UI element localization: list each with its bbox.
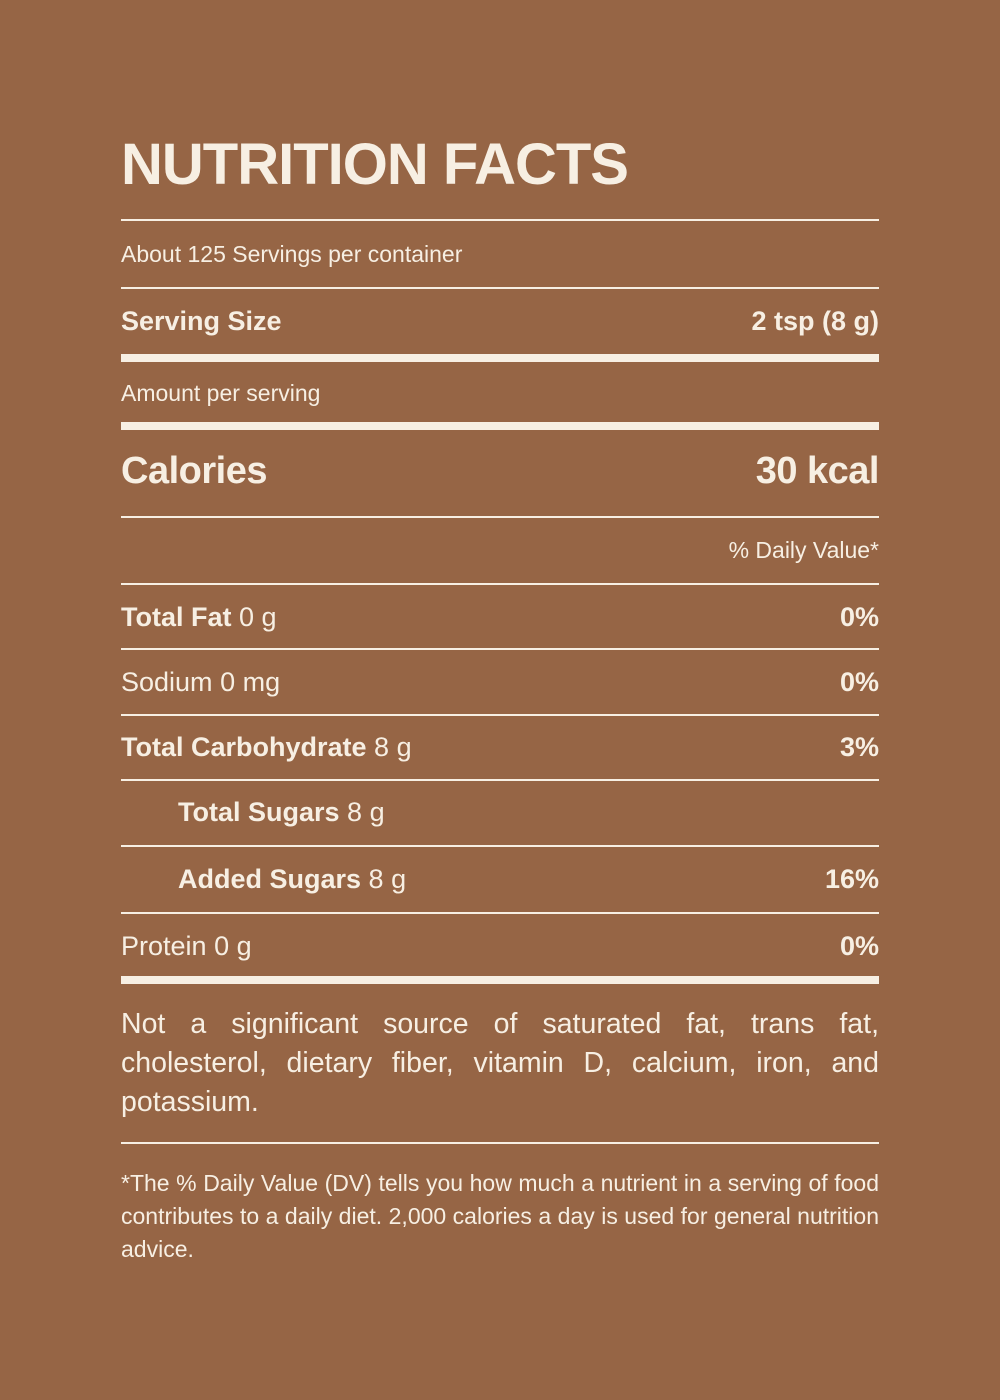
nutrient-row-sodium [121,662,879,702]
nutrient-row-total-carbohydrate [121,727,879,767]
calories-label: Calories [121,449,267,492]
daily-value-header-row [121,532,879,568]
divider [121,648,879,650]
nutrient-amount: 0 g [214,930,252,961]
thick-divider [121,422,879,430]
nutrient-row-added-sugars [121,859,879,899]
serving-size-row [121,300,879,342]
daily-value-footnote: *The % Daily Value (DV) tells you how much a nutrient in a serving of food contributes to a daily diet. 2,000 calories a day is used for general nutrition advice. [121,1170,879,1262]
amount-per-serving-row [121,375,879,411]
servings-per-container: About 125 Servings per container [121,240,463,267]
divider [121,219,879,221]
thick-divider [121,354,879,362]
divider [121,583,879,585]
divider [121,912,879,914]
nutrient-name: Protein [121,930,207,961]
nutrient-name: Total Sugars [178,796,340,827]
calories-value: 30 kcal [755,449,879,492]
nutrient-dv: 0% [839,930,879,961]
nutrient-amount: 8 g [368,863,407,894]
servings-row [121,236,879,272]
nutrient-name: Total Carbohydrate [121,731,367,762]
serving-size-label: Serving Size [121,305,282,336]
serving-size-value: 2 tsp (8 g) [751,305,879,336]
not-significant-note: Not a significant source of saturated fat, trans fat, cholesterol, dietary fiber, vitamin D, calcium, iron, and potassium. [121,1008,879,1118]
nutrient-name-amount [121,797,385,828]
divider [121,714,879,716]
divider [121,516,879,518]
nutrient-amount: 0 g [239,601,277,632]
divider [121,287,879,289]
nutrient-amount: 0 mg [220,666,281,697]
calories-row [121,444,879,498]
nutrient-name: Added Sugars [178,863,362,894]
nutrient-amount: 8 g [347,796,385,827]
thick-divider [121,976,879,984]
amount-per-serving: Amount per serving [121,379,321,406]
nutrient-name-amount [121,931,252,962]
daily-value-header: % Daily Value* [728,536,879,563]
nutrient-dv: 0% [839,666,879,697]
nutrient-dv: 0% [839,601,879,632]
nutrient-name-amount [121,732,412,763]
nutrient-name-amount [121,602,277,633]
label-title: NUTRITION FACTS [121,132,628,197]
divider [121,845,879,847]
nutrient-amount: 8 g [374,731,412,762]
nutrient-dv: 3% [839,731,879,762]
divider [121,1142,879,1144]
nutrient-dv: 16% [824,863,879,894]
nutrient-row-protein [121,926,879,966]
nutrient-row-total-sugars [121,792,879,832]
nutrient-name: Sodium [121,666,213,697]
nutrient-row-total-fat [121,597,879,637]
divider [121,779,879,781]
nutrient-name: Total Fat [121,601,232,632]
nutrient-name-amount [121,667,280,698]
nutrient-name-amount [121,864,406,895]
